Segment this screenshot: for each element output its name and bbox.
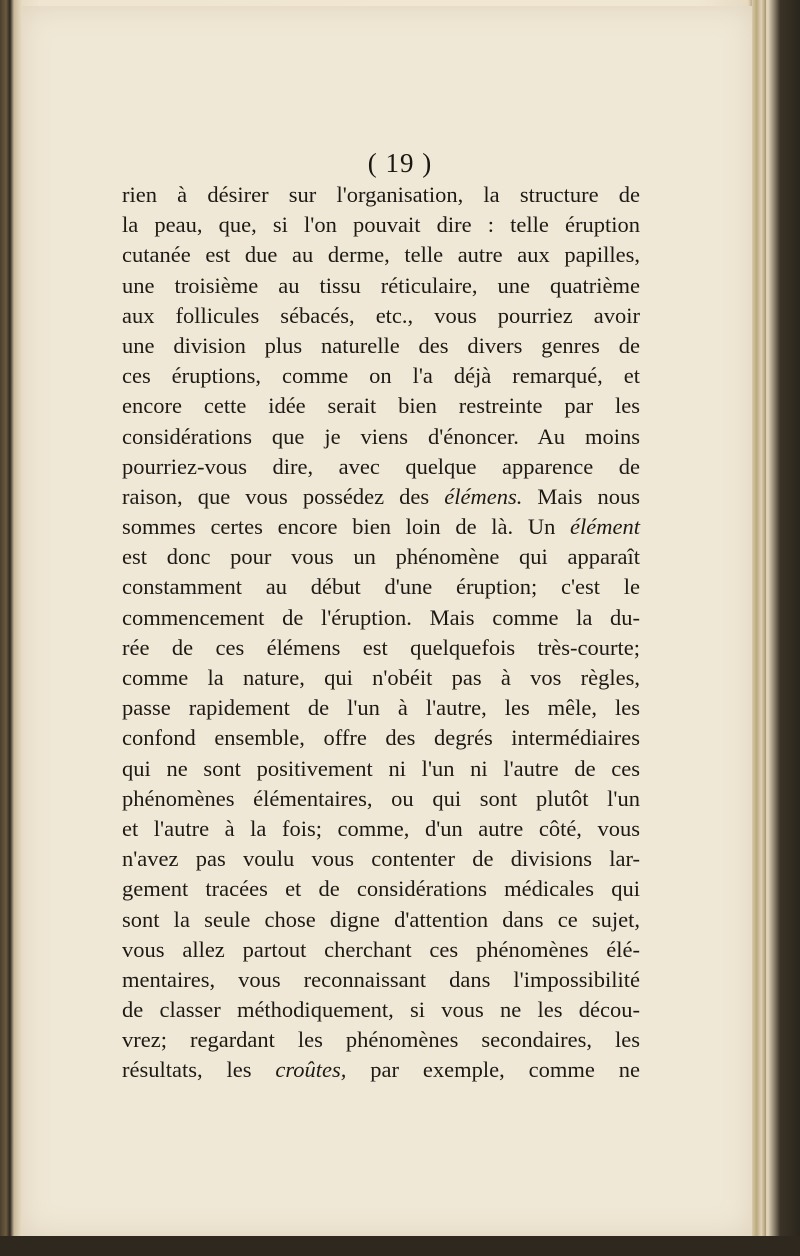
text-line: ces éruptions, comme on l'a déjà remarqué, et [122,363,640,389]
text-line: comme la nature, qui n'obéit pas à vos règles, [122,665,640,690]
text-line: constamment au début d'une éruption; c'est le [122,574,640,600]
text-line: n'avez pas voulu vous contenter de divisions lar- [122,846,640,872]
text-line: raison, que vous possédez des élémens. Mais nous [122,483,640,509]
text-line: gement tracées et de considérations médicales qui [122,876,640,902]
text-line: mentaires, vous reconnaissant dans l'impossibilité [122,966,640,992]
text-line: résultats, les croûtes, par exemple, comme ne [122,1057,641,1083]
text-line: sont la seule chose digne d'attention dans ce sujet, [122,906,640,932]
text-line: de classer méthodiquement, si vous ne les décou- [122,997,640,1023]
text-line: considérations que je viens d'énoncer. Au moins [122,423,640,449]
page-number: ( 19 ) [367,148,433,178]
text-line: passe rapidement de l'un à l'autre, les mêle, les [122,695,640,721]
scan-bottom-border [0,1236,800,1256]
text-line: et l'autre à la fois; comme, d'un autre côté, vous [122,815,640,841]
text-line: la peau, que, si l'on pouvait dire : telle éruption [122,212,640,238]
text-line: rien à désirer sur l'organisation, la structure de [122,182,640,207]
text-line: encore cette idée serait bien restreinte par les [122,393,640,419]
text-line: une division plus naturelle des divers genres de [122,332,640,358]
text-line: cutanée est due au derme, telle autre aux papilles, [122,242,640,268]
text-line: phénomènes élémentaires, ou qui sont plutôt l'un [122,785,640,811]
text-line: pourriez-vous dire, avec quelque apparence de [122,453,640,479]
text-line: est donc pour vous un phénomène qui apparaît [122,544,640,570]
page-edge [752,0,766,1256]
text-line: vrez; regardant les phénomènes secondaires, les [122,1027,640,1053]
text-line: qui ne sont positivement ni l'un ni l'autre de ces [122,755,640,781]
body-text [122,180,640,1086]
text-line: confond ensemble, offre des degrés intermédiaires [122,725,640,751]
text-line: vous allez partout cherchant ces phénomènes élé- [122,936,640,962]
text-line: sommes certes encore bien loin de là. Un élément [122,514,640,540]
text-line: une troisième au tissu réticulaire, une quatrième [122,272,640,298]
text-line: commencement de l'éruption. Mais comme la du- [122,604,640,630]
text-line: rée de ces élémens est quelquefois très-courte; [122,634,640,660]
text-line: aux follicules sébacés, etc., vous pourriez avoir [122,302,640,328]
